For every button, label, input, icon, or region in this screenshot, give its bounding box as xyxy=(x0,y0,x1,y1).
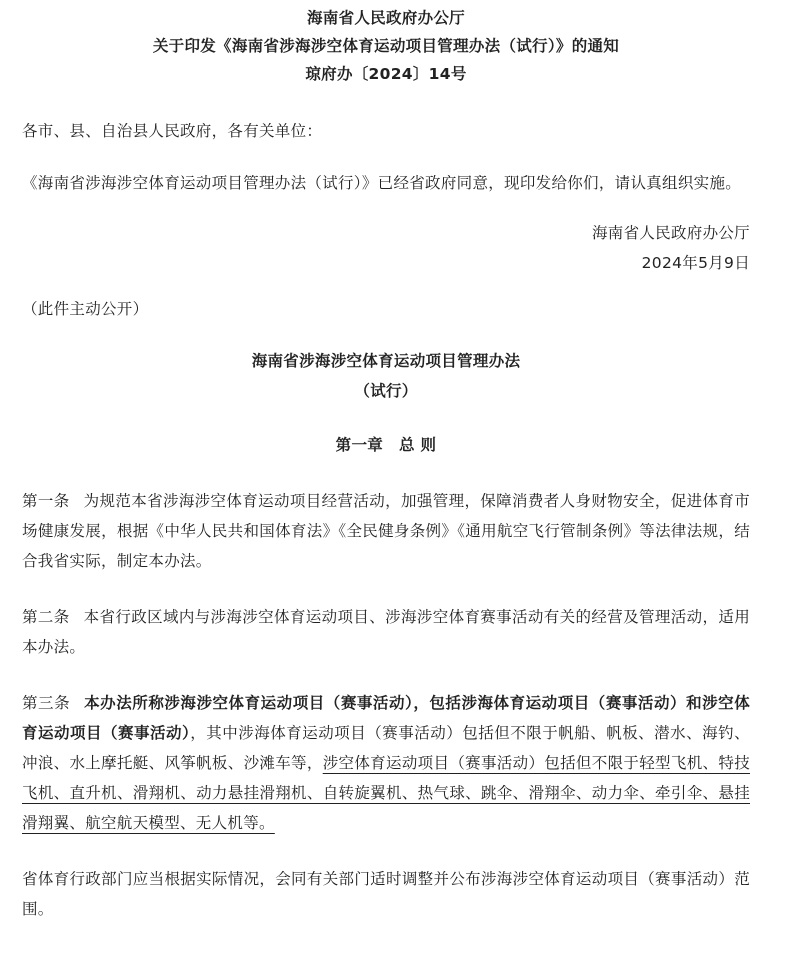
signature-block xyxy=(22,218,750,278)
chapter-heading xyxy=(22,430,750,460)
article-1-text: 为规范本省涉海涉空体育运动项目经营活动，加强管理，保障消费者人身财物安全，促进体育市场健康发展，根据《中华人民共和国体育法》《全民健身条例》《通用航空飞行管制条例》等法律法规，结合我省实际，制定本办法。 xyxy=(22,492,750,570)
article-2-heading: 第二条 xyxy=(22,608,70,626)
notice-title: 关于印发《海南省涉海涉空体育运动项目管理办法（试行）》的通知 xyxy=(152,37,620,55)
article-2 xyxy=(22,602,750,662)
document-number: 琼府办〔2024〕14号 xyxy=(305,65,467,83)
issue-date: 2024年5月9日 xyxy=(641,254,750,272)
notice-body: 《海南省涉海涉空体育运动项目管理办法（试行）》已经省政府同意，现印发给你们，请认真组织实施。 xyxy=(22,174,742,192)
measures-title-block xyxy=(22,346,750,406)
measures-title: 海南省涉海涉空体育运动项目管理办法 xyxy=(251,352,521,370)
article-1-heading: 第一条 xyxy=(22,492,70,510)
chapter-number: 第一章 xyxy=(335,436,384,454)
salutation: 各市、县、自治县人民政府，各有关单位： xyxy=(22,122,323,140)
article-1 xyxy=(22,486,750,576)
article-3-text: ，其中涉海体育运动项目（赛事活动）包括但不限于帆船、帆板、潜水、海钓、冲浪、水上摩托艇、风筝帆板、沙滩车等， xyxy=(22,724,750,772)
document-header xyxy=(22,0,750,88)
measures-subtitle: （试行） xyxy=(354,382,418,400)
article-3-bold-text: 本办法所称涉海涉空体育运动项目（赛事活动），包括涉海体育运动项目（赛事活动）和涉空体育运动项目（赛事活动） xyxy=(22,694,750,742)
article-3-heading: 第三条 xyxy=(22,694,71,712)
issuer-name: 海南省人民政府办公厅 xyxy=(306,9,465,27)
article-3 xyxy=(22,688,750,838)
article-3-underlined-text: 涉空体育运动项目（赛事活动）包括但不限于轻型飞机、特技飞机、直升机、滑翔机、动力悬挂滑翔机、自转旋翼机、热气球、跳伞、滑翔伞、动力伞、牵引伞、悬挂滑翔翼、航空航天模型、无人机等。 xyxy=(22,754,750,832)
chapter-title: 总 则 xyxy=(399,436,437,454)
signatory: 海南省人民政府办公厅 xyxy=(591,224,750,242)
article-2-text: 本省行政区域内与涉海涉空体育运动项目、涉海涉空体育赛事活动有关的经营及管理活动，适用本办法。 xyxy=(22,608,750,656)
article-3-note: 省体育行政部门应当根据实际情况，会同有关部门适时调整并公布涉海涉空体育运动项目（赛事活动）范围。 xyxy=(22,870,750,918)
disclosure-note: （此件主动公开） xyxy=(22,300,149,318)
